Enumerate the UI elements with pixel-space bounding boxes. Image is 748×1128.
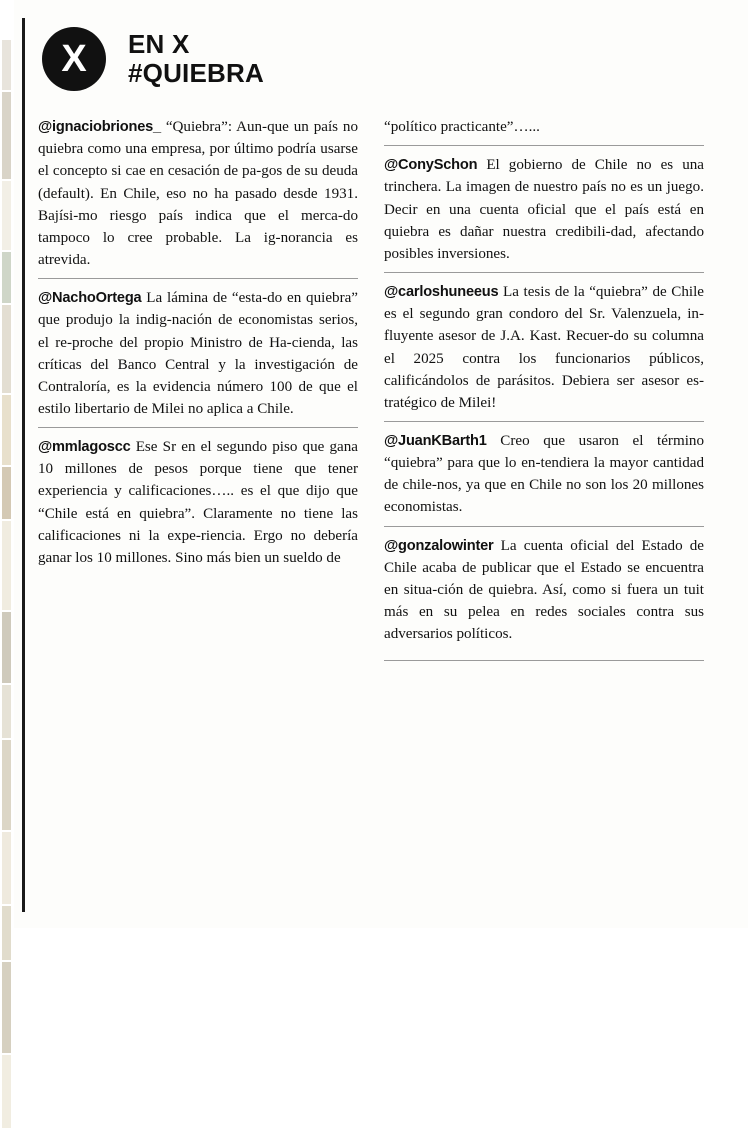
page-edge-segment [2, 962, 11, 1053]
tweet-columns [38, 116, 732, 661]
tweet-handle[interactable]: @gonzalowinter [384, 537, 494, 554]
page-edge-segment [2, 685, 11, 738]
section-title: EN X [128, 29, 190, 60]
tweet-text: Creo que usaron el término “quiebra” para que lo en-tendiera la mayor cantidad de chile-nos, ya que en Chile no son los 20 millones economistas. [384, 432, 704, 516]
page-edge-segment [2, 740, 11, 830]
page-edge-segment [2, 906, 11, 960]
tweet-text: El gobierno de Chile no es una trinchera. La imagen de nuestro país no es un juego. Decir en una cuenta oficial que el país está en quiebra es dañar nuestra credibili-dad, afectando posibles inversiones. [384, 157, 704, 262]
tweet-handle[interactable]: @ConySchon [384, 157, 478, 174]
tweet-item [384, 145, 704, 272]
tweet-handle[interactable]: @NachoOrtega [38, 290, 142, 307]
tweet-handle[interactable]: @carloshuneeus [384, 283, 499, 300]
tweet-item [38, 427, 358, 576]
page-edge-segment [2, 521, 11, 610]
tweet-item [384, 526, 704, 653]
section-content [38, 18, 732, 914]
column-right [384, 116, 704, 661]
page-edge-segment [2, 395, 11, 465]
page-edge-segment [2, 181, 11, 250]
section-title-block [128, 31, 264, 86]
tweet-text: La lámina de “esta-do en quiebra” que produjo la indig-nación de economistas serios, el re-proche del propio Ministro de Ha-cienda, las críticas del Banco Central y la investigación de Contraloría, es la evidencia número 100 de que el estilo libertario de Milei no aplica a Chile. [38, 290, 358, 417]
tweet-handle[interactable]: @ignaciobriones_ [38, 119, 161, 135]
vertical-rule [22, 18, 25, 912]
page-edge-segment [2, 832, 11, 904]
page-edge-segment [2, 40, 11, 90]
column-left [38, 116, 358, 661]
page-edge-segment [2, 467, 11, 519]
tweet-handle[interactable]: @mmlagoscc [38, 438, 131, 455]
tweet-item [38, 278, 358, 427]
tweet-handle[interactable]: @JuanKBarth1 [384, 432, 487, 449]
page-edge-segment [2, 252, 11, 303]
tweet-item [38, 116, 358, 278]
tweet-text: La tesis de la “quiebra” de Chile es el segundo gran condoro del Sr. Valenzuela, in-fluyente asesor de J.A. Kast. Recuer-do su columna el 2025 contra los funcionarios públicos, calificándolos de parásitos. Debiera ser asesor es-tratégico de Milei! [384, 283, 704, 411]
tweet-text: Ese Sr en el segundo piso que gana 10 millones de pesos porque tiene que tener experiencia y calificaciones….. es el que dijo que “Chile está en quiebra”. Claramente no tiene las calificaciones ni la expe-riencia. Ergo no debería ganar los 10 millones. Sino más bien un sueldo de [38, 438, 358, 566]
column-end-rule [384, 660, 704, 661]
section-masthead [38, 18, 732, 100]
tweet-text: La cuenta oficial del Estado de Chile acaba de publicar que el Estado se encuentra en situa-ción de quiebra. Así, como si fuera un tuit más en su pelea en redes sociales contra sus adversarios políticos. [384, 537, 704, 643]
tweet-text: “Quiebra”: Aun-que un país no quiebra como una empresa, por último podría usarse el concepto si cae en cesación de pa-gos de su deuda (default). En Chile, eso no ha pasado desde 1931. Bajísi-mo riesgo país indica que el merca-do tampoco lo cree probable. La ig-norancia es atrevida. [38, 119, 358, 268]
tweet-item [384, 421, 704, 526]
page-edge-segment [2, 305, 11, 393]
x-logo-icon: X [42, 27, 106, 91]
section-hashtag: #QUIEBRA [128, 58, 264, 88]
tweet-item [384, 272, 704, 421]
page-edge-segment [2, 92, 11, 179]
page-edge-segment [2, 612, 11, 683]
adjacent-page-edge [0, 0, 14, 928]
tweet-continuation [384, 116, 704, 145]
page-edge-segment [2, 1055, 11, 1128]
tweet-text: “político practicante”…... [384, 119, 540, 135]
